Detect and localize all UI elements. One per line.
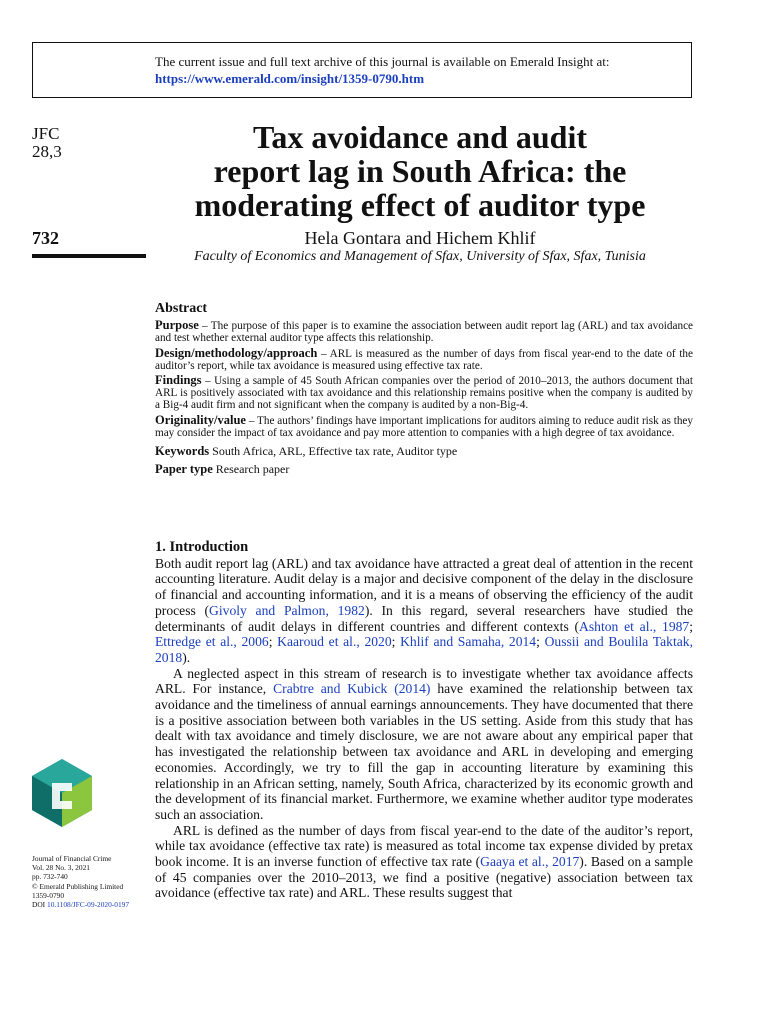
- citation-link[interactable]: Ashton et al., 1987: [579, 618, 690, 634]
- citation-link[interactable]: Crabtre and Kubick (2014): [273, 681, 431, 697]
- introduction-section: [155, 540, 693, 901]
- journal-pages: pp. 732-740: [32, 872, 68, 882]
- abstract-section: [155, 303, 693, 477]
- keywords: [155, 445, 693, 457]
- affiliation: Faculty of Economics and Management of Sfax, University of Sfax, Sfax, Tunisia: [194, 249, 646, 264]
- papertype-label: Paper type: [155, 462, 213, 477]
- page-number: 732: [32, 228, 59, 248]
- keywords-label: Keywords: [155, 444, 210, 459]
- intro-text: ).: [182, 649, 191, 665]
- purpose-label: Purpose: [155, 318, 199, 333]
- journal-volume: 28,3: [32, 142, 62, 161]
- journal-code: JFC: [32, 124, 60, 143]
- keywords-text: South Africa, ARL, Effective tax rate, Auditor type: [209, 444, 458, 459]
- originality-label: Originality/value: [155, 412, 246, 427]
- citation-link[interactable]: Khlif and Samaha, 2014: [400, 634, 537, 650]
- issn: 1359-0790: [32, 890, 65, 900]
- journal-info-sidebar: [32, 854, 152, 909]
- citation-link[interactable]: Ettredge et al., 2006: [155, 634, 269, 650]
- intro-paragraph-3: [155, 823, 693, 902]
- intro-heading: 1. Introduction: [155, 539, 249, 555]
- journal-vol: Vol. 28 No. 3, 2021: [32, 863, 90, 873]
- citation-link[interactable]: Givoly and Palmon, 1982: [209, 602, 365, 618]
- doi-link[interactable]: 10.1108/JFC-09-2020-0197: [47, 900, 130, 910]
- citation-link[interactable]: Oussii and Boulila Taktak, 2018: [155, 634, 693, 665]
- emerald-logo-icon: [30, 757, 94, 829]
- design-text: – ARL is measured as the number of days from fiscal year-end to the date of the auditor’s report, while tax avoidance is measured using effective tax rate.: [155, 347, 693, 372]
- journal-abbrev: [32, 125, 62, 161]
- abstract-findings: [155, 374, 693, 412]
- banner-text: The current issue and full text archive of this journal is available on Emerald Insight at:: [155, 54, 610, 69]
- citation-link[interactable]: Kaaroud et al., 2020: [277, 634, 392, 650]
- journal-name: Journal of Financial Crime: [32, 854, 112, 863]
- abstract-originality: [155, 414, 693, 439]
- title-line: report lag in South Africa: the: [213, 153, 627, 189]
- findings-text: – Using a sample of 45 South African companies over the period of 2010–2013, the authors document that ARL is positively associated with tax avoidance and this relationship remains positive when the company is audited by a Big-4 audit firm and not significant when the company is audited by a non-Big-4.: [155, 375, 693, 412]
- paper-title: [150, 120, 690, 222]
- intro-text: have examined the relationship between tax avoidance and the timeliness of annual earnings announcements. They have documented that there is a positive association between both variables in the US setting. Aside from this study that has dealt with tax avoidance and timely disclosure, we are not aware about any empirical paper that has investigated the relationship between tax avoidance and ARL in developing and emerging economies. Accordingly, we try to fill the gap in accounting literature by examining this relationship in an African setting, namely, South Africa, characterized by its economic growth and the development of its financial market. Furthermore, we examine whether auditor type moderates such an association.: [155, 681, 694, 822]
- intro-paragraph-2: [155, 666, 693, 823]
- intro-text: ARL is defined as the number of days from fiscal year-end to the date of the auditor’s report, while tax avoidance (effective tax rate) is measured as total income tax expense divided by pretax book income. It is an inverse function of effective tax rate (: [155, 822, 693, 870]
- title-line: Tax avoidance and audit: [252, 119, 588, 155]
- intro-text: A neglected aspect in this stream of research is to investigate whether tax avoidance affects ARL. For instance,: [155, 665, 693, 697]
- intro-paragraph-1: Both audit report lag (ARL) and tax avoidance have attracted a great deal of attention in the recent accounting literature. Audit delay is a major and decisive component of the delay in the disclosure of financial and accounting information, and it is a means of observing the efficiency of the audit process (Givoly and Palmon, 1982). In this regard, several researchers have studied the determinants of audit delays in different countries and different contexts (Ashton et al., 1987; Ettredge et al., 2006; Kaaroud et al., 2020; Khlif and Samaha, 2014; Oussii and Boulila Taktak, 2018).: [155, 555, 693, 665]
- paper-type: [155, 463, 693, 475]
- doi-label: DOI: [32, 900, 46, 910]
- banner-url-link[interactable]: https://www.emerald.com/insight/1359-0790.htm: [155, 71, 425, 86]
- papertype-text: Research paper: [212, 462, 290, 477]
- authors: Hela Gontara and Hichem Khlif: [304, 228, 536, 248]
- design-label: Design/methodology/approach: [155, 345, 318, 360]
- abstract-design: [155, 347, 693, 372]
- copyright: © Emerald Publishing Limited: [32, 881, 124, 891]
- intro-text: ). In this regard, several researchers have studied the determinants of audit delays in different countries and different contexts (: [155, 602, 693, 634]
- abstract-purpose: [155, 319, 693, 344]
- intro-text: ). Based on a sample of 45 companies over the 2010–2013, we find a positive (negative) association between tax avoidance (effective tax rate) and ARL. These results suggest that: [155, 854, 694, 901]
- originality-text: – The authors’ findings have important implications for auditors aiming to reduce audit risk as they may consider the impact of tax avoidance and pay more attention to companies with a high degree of tax avoidance.: [155, 414, 693, 439]
- intro-text: Both audit report lag (ARL) and tax avoidance have attracted a great deal of attention in the recent accounting literature. Audit delay is a major and decisive component of the delay in the disclosure of financial and accounting information, and it is a means of observing the efficiency of the audit process (: [155, 555, 693, 618]
- abstract-heading: Abstract: [155, 301, 208, 316]
- title-line: moderating effect of auditor type: [194, 187, 646, 223]
- citation-link[interactable]: Gaaya et al., 2017: [480, 854, 580, 870]
- page-number-rule: [32, 254, 146, 258]
- purpose-text: – The purpose of this paper is to examine the association between audit report lag (ARL) and tax avoidance and test whether external auditor type affects this relationship.: [155, 320, 693, 345]
- archive-banner: [32, 42, 692, 98]
- doi-line: [32, 900, 152, 909]
- findings-label: Findings: [155, 373, 202, 388]
